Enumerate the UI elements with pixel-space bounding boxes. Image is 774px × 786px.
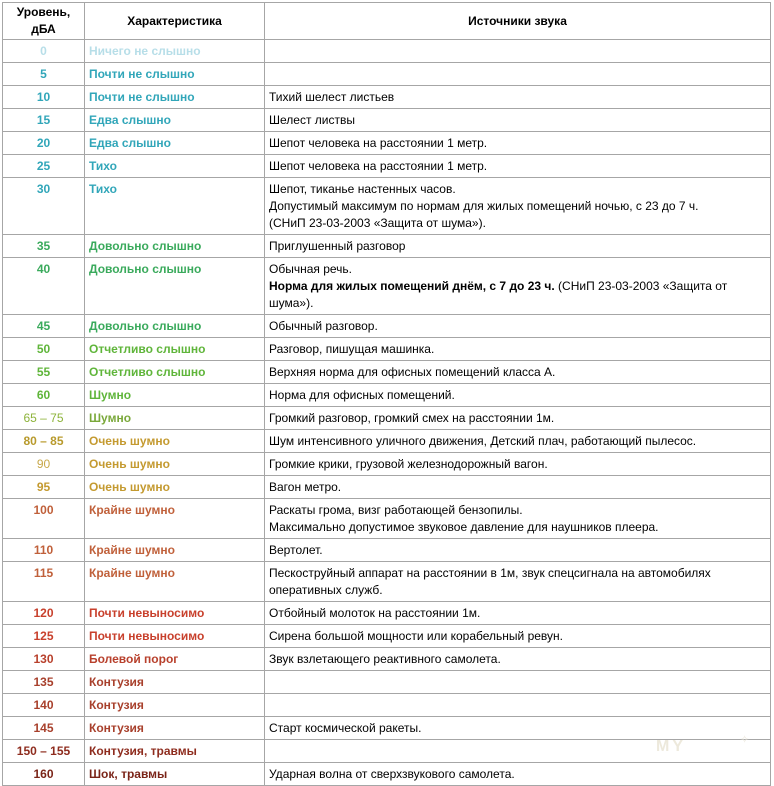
level-cell: 15 — [3, 109, 85, 132]
characteristic-cell: Шумно — [85, 407, 265, 430]
level-cell: 10 — [3, 86, 85, 109]
sources-cell: Верхняя норма для офисных помещений класса А. — [265, 361, 771, 384]
table-row — [3, 671, 771, 694]
source-line — [269, 278, 766, 312]
table-row — [3, 361, 771, 384]
source-line: оперативных служб. — [269, 583, 383, 597]
table-row — [3, 63, 771, 86]
table-row — [3, 132, 771, 155]
header-characteristic: Характеристика — [85, 3, 265, 40]
level-cell: 40 — [3, 258, 85, 315]
characteristic-cell: Очень шумно — [85, 430, 265, 453]
sources-cell — [265, 63, 771, 86]
source-line: Максимально допустимое звуковое давление для наушников плеера. — [269, 520, 659, 534]
table-row — [3, 602, 771, 625]
characteristic-cell: Шумно — [85, 384, 265, 407]
characteristic-cell: Тихо — [85, 155, 265, 178]
sources-cell: Шум интенсивного уличного движения, Детский плач, работающий пылесос. — [265, 430, 771, 453]
sources-cell: Приглушенный разговор — [265, 235, 771, 258]
characteristic-cell: Едва слышно — [85, 109, 265, 132]
source-line: Пескоструйный аппарат на расстоянии в 1м, звук спецсигнала на автомобилях — [269, 566, 711, 580]
source-note: (СНиП 23-03-2003 «Защита от шума»). — [269, 279, 728, 310]
sources-cell — [265, 258, 771, 315]
source-line: (СНиП 23-03-2003 «Защита от шума»). — [269, 216, 486, 230]
table-row — [3, 539, 771, 562]
level-cell: 150 – 155 — [3, 740, 85, 763]
characteristic-cell: Довольно слышно — [85, 235, 265, 258]
watermark-logo: MY — [656, 738, 686, 755]
table-row — [3, 384, 771, 407]
table-row — [3, 235, 771, 258]
characteristic-cell: Почти невыносимо — [85, 625, 265, 648]
characteristic-cell: Контузия, травмы — [85, 740, 265, 763]
header-level: Уровень, дБА — [3, 3, 85, 40]
level-cell: 60 — [3, 384, 85, 407]
sources-cell: Тихий шелест листьев — [265, 86, 771, 109]
level-cell: 115 — [3, 562, 85, 602]
table-row — [3, 453, 771, 476]
source-line: Шепот, тиканье настенных часов. — [269, 182, 456, 196]
table-row — [3, 694, 771, 717]
table-row — [3, 430, 771, 453]
level-cell: 55 — [3, 361, 85, 384]
table-row — [3, 499, 771, 539]
source-line: Обычная речь. — [269, 262, 353, 276]
sources-cell: Шепот человека на расстоянии 1 метр. — [265, 132, 771, 155]
level-cell: 20 — [3, 132, 85, 155]
level-cell: 65 – 75 — [3, 407, 85, 430]
table-row — [3, 648, 771, 671]
characteristic-cell: Крайне шумно — [85, 499, 265, 539]
level-cell: 25 — [3, 155, 85, 178]
level-cell: 110 — [3, 539, 85, 562]
level-cell: 90 — [3, 453, 85, 476]
sources-cell: Ударная волна от сверхзвукового самолета. — [265, 763, 771, 786]
sources-cell — [265, 671, 771, 694]
sources-cell: Старт космической ракеты. — [265, 717, 771, 740]
level-cell: 95 — [3, 476, 85, 499]
table-row — [3, 155, 771, 178]
table-row — [3, 476, 771, 499]
level-cell: 0 — [3, 40, 85, 63]
sources-cell: Норма для офисных помещений. — [265, 384, 771, 407]
level-cell: 140 — [3, 694, 85, 717]
level-cell: 130 — [3, 648, 85, 671]
sources-cell: Сирена большой мощности или корабельный ревун. — [265, 625, 771, 648]
characteristic-cell: Отчетливо слышно — [85, 361, 265, 384]
header-sources: Источники звука — [265, 3, 771, 40]
level-cell: 50 — [3, 338, 85, 361]
characteristic-cell: Ничего не слышно — [85, 40, 265, 63]
characteristic-cell: Отчетливо слышно — [85, 338, 265, 361]
sources-cell: Громкие крики, грузовой железнодорожный вагон. — [265, 453, 771, 476]
characteristic-cell: Крайне шумно — [85, 562, 265, 602]
table-row — [3, 763, 771, 786]
table-row — [3, 625, 771, 648]
level-cell: 45 — [3, 315, 85, 338]
level-cell: 80 – 85 — [3, 430, 85, 453]
characteristic-cell: Шок, травмы — [85, 763, 265, 786]
sources-cell — [265, 562, 771, 602]
source-line: Допустимый максимум по нормам для жилых помещений ночью, с 23 до 7 ч. — [269, 199, 699, 213]
level-cell: 135 — [3, 671, 85, 694]
table-row — [3, 109, 771, 132]
level-cell: 160 — [3, 763, 85, 786]
sources-cell: Отбойный молоток на расстоянии 1м. — [265, 602, 771, 625]
characteristic-cell: Довольно слышно — [85, 258, 265, 315]
sources-cell: Шелест листвы — [265, 109, 771, 132]
characteristic-cell: Тихо — [85, 178, 265, 235]
characteristic-cell: Довольно слышно — [85, 315, 265, 338]
watermark-mark: ✧ — [740, 734, 750, 746]
sources-cell — [265, 694, 771, 717]
characteristic-cell: Почти не слышно — [85, 63, 265, 86]
characteristic-cell: Крайне шумно — [85, 539, 265, 562]
table-row — [3, 562, 771, 602]
level-cell: 5 — [3, 63, 85, 86]
characteristic-cell: Едва слышно — [85, 132, 265, 155]
table-body — [3, 40, 771, 786]
level-cell: 30 — [3, 178, 85, 235]
sources-cell: Звук взлетающего реактивного самолета. — [265, 648, 771, 671]
level-cell: 120 — [3, 602, 85, 625]
characteristic-cell: Почти не слышно — [85, 86, 265, 109]
sources-cell: Громкий разговор, громкий смех на расстоянии 1м. — [265, 407, 771, 430]
table-row — [3, 717, 771, 740]
sources-cell — [265, 40, 771, 63]
sources-cell: Вагон метро. — [265, 476, 771, 499]
table-row — [3, 407, 771, 430]
level-cell: 145 — [3, 717, 85, 740]
characteristic-cell: Почти невыносимо — [85, 602, 265, 625]
level-cell: 35 — [3, 235, 85, 258]
sources-cell — [265, 740, 771, 763]
characteristic-cell: Очень шумно — [85, 453, 265, 476]
sources-cell: Шепот человека на расстоянии 1 метр. — [265, 155, 771, 178]
table-row — [3, 86, 771, 109]
source-line: Раскаты грома, визг работающей бензопилы. — [269, 503, 523, 517]
characteristic-cell: Болевой порог — [85, 648, 265, 671]
level-cell: 100 — [3, 499, 85, 539]
noise-level-table — [2, 2, 771, 786]
table-row — [3, 178, 771, 235]
sources-cell: Вертолет. — [265, 539, 771, 562]
sources-cell — [265, 178, 771, 235]
characteristic-cell: Контузия — [85, 671, 265, 694]
sources-cell: Разговор, пишущая машинка. — [265, 338, 771, 361]
characteristic-cell: Контузия — [85, 717, 265, 740]
source-emphasis: Норма для жилых помещений днём, с 7 до 23 ч. — [269, 279, 555, 293]
table-row — [3, 315, 771, 338]
characteristic-cell: Контузия — [85, 694, 265, 717]
characteristic-cell: Очень шумно — [85, 476, 265, 499]
table-row — [3, 338, 771, 361]
table-row — [3, 40, 771, 63]
sources-cell — [265, 499, 771, 539]
sources-cell: Обычный разговор. — [265, 315, 771, 338]
table-row — [3, 258, 771, 315]
level-cell: 125 — [3, 625, 85, 648]
table-header-row — [3, 3, 771, 40]
